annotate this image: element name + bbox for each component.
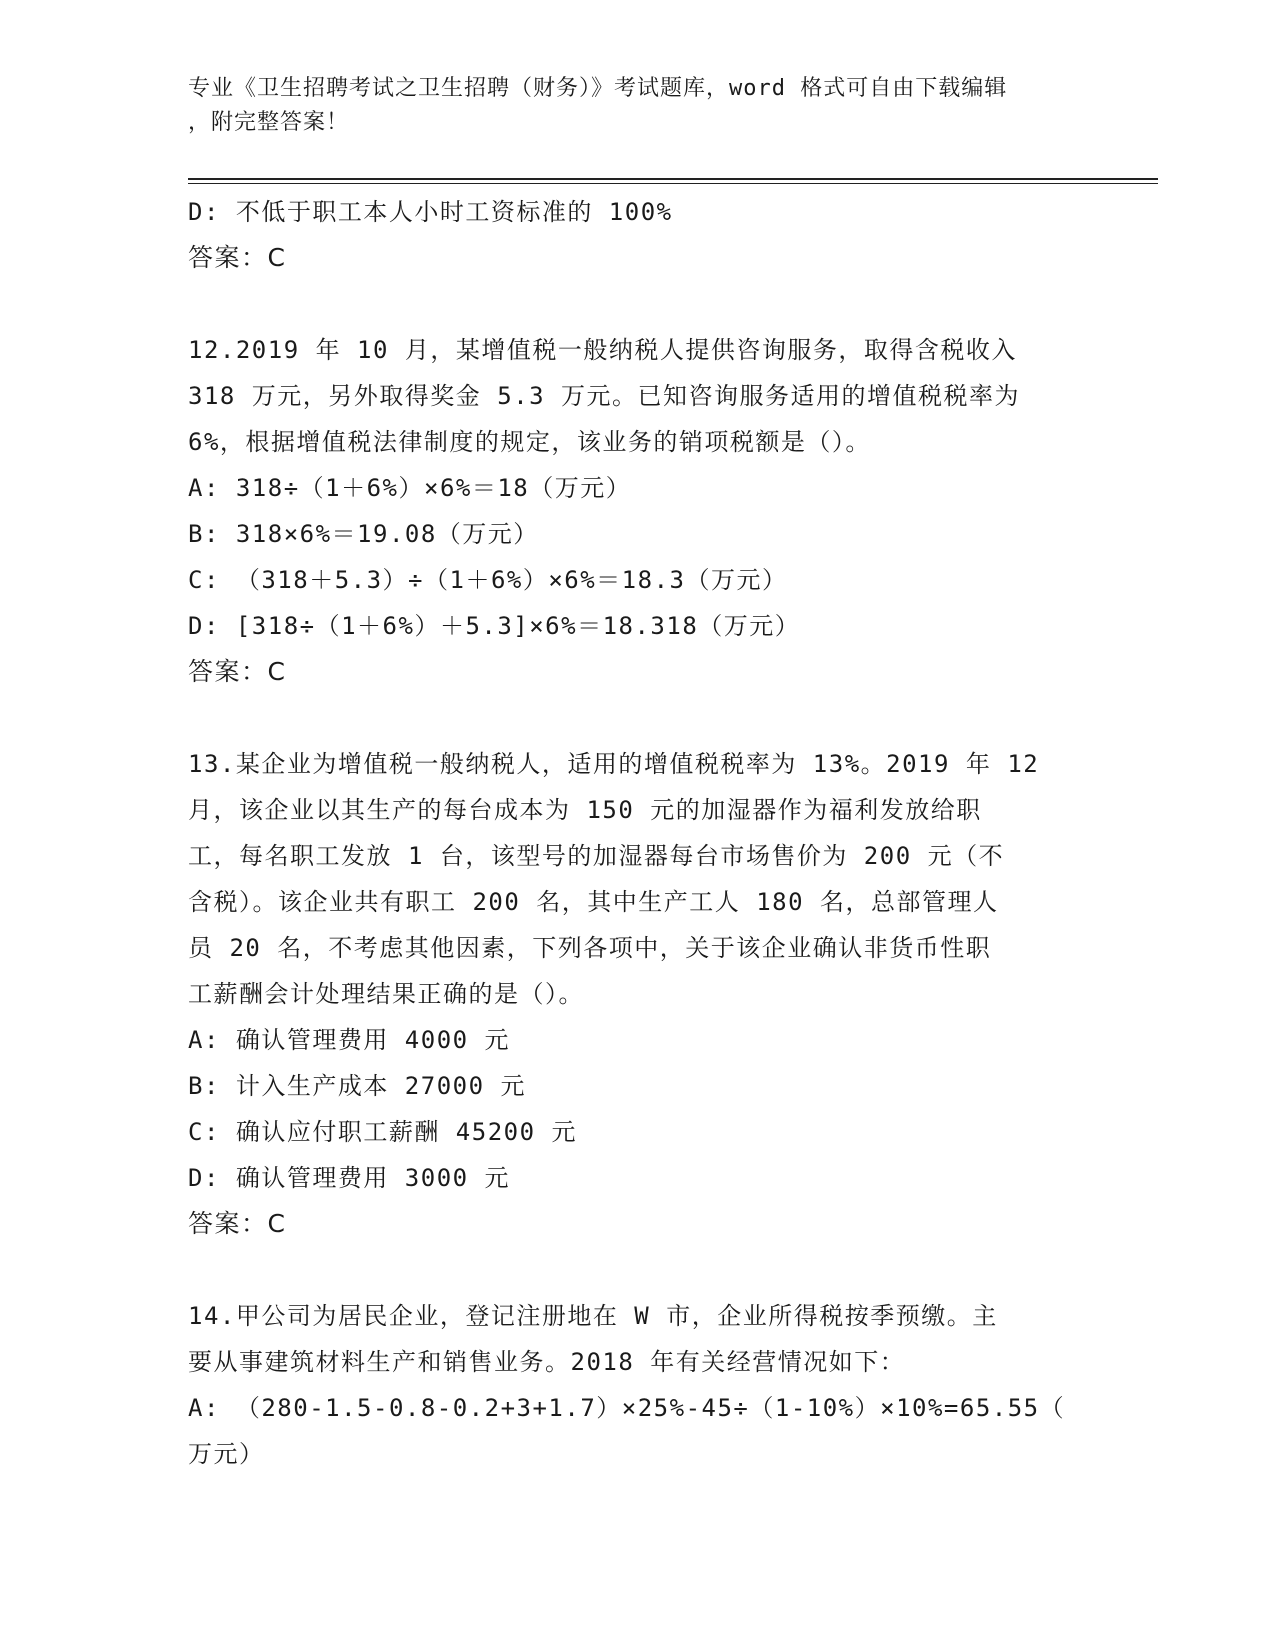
question-stem-line: 含税）。该企业共有职工 200 名，其中生产工人 180 名，总部管理人: [188, 888, 999, 916]
question-stem-line: 要从事建筑材料生产和销售业务。2018 年有关经营情况如下：: [188, 1348, 906, 1376]
spacer: [188, 1247, 1088, 1293]
question-14: [188, 1293, 1088, 1477]
option-a: A: 318÷（1＋6%）×6%＝18（万元）: [188, 474, 632, 502]
option-d: D: [318÷（1＋6%）＋5.3]×6%＝18.318（万元）: [188, 612, 801, 640]
answer: 答案：C: [188, 1209, 287, 1238]
spacer: [188, 281, 1088, 327]
question-stem-line: 318 万元，另外取得奖金 5.3 万元。已知咨询服务适用的增值税税率为: [188, 382, 1021, 410]
question-12: [188, 327, 1088, 695]
option-a: A: （280-1.5-0.8-0.2+3+1.7）×25%-45÷（1-10%）×10%=65.55（: [188, 1394, 1066, 1422]
option-c: C: （318＋5.3）÷（1＋6%）×6%＝18.3（万元）: [188, 566, 788, 594]
answer: 答案：C: [188, 243, 287, 272]
option-d: D: 不低于职工本人小时工资标准的 100%: [188, 198, 673, 226]
header-divider-thick: [188, 178, 1158, 180]
answer: 答案：C: [188, 657, 287, 686]
question-stem-line: 14.甲公司为居民企业，登记注册地在 W 市，企业所得税按季预缴。主: [188, 1302, 998, 1330]
document-body: [188, 189, 1088, 1477]
question-stem-line: 工，每名职工发放 1 台，该型号的加湿器每台市场售价为 200 元（不: [188, 842, 1005, 870]
header-divider-thin: [188, 183, 1158, 184]
question-stem-line: 工薪酬会计处理结果正确的是（）。: [188, 980, 584, 1008]
question-stem-line: 12.2019 年 10 月，某增值税一般纳税人提供咨询服务，取得含税收入: [188, 336, 1017, 364]
option-c: C: 确认应付职工薪酬 45200 元: [188, 1118, 577, 1146]
option-d: D: 确认管理费用 3000 元: [188, 1164, 511, 1192]
question-stem-line: 13.某企业为增值税一般纳税人，适用的增值税税率为 13%。2019 年 12: [188, 750, 1040, 778]
header-line-2: ，附完整答案！: [188, 110, 350, 135]
document-header: [188, 72, 1088, 140]
option-b: B: 计入生产成本 27000 元: [188, 1072, 526, 1100]
option-a-continued: 万元）: [188, 1440, 265, 1468]
header-line-1: 专业《卫生招聘考试之卫生招聘（财务）》考试题库，word 格式可自由下载编辑: [188, 76, 1008, 101]
spacer: [188, 695, 1088, 741]
question-13: [188, 741, 1088, 1247]
question-stem-line: 月，该企业以其生产的每台成本为 150 元的加湿器作为福利发放给职: [188, 796, 982, 824]
option-a: A: 确认管理费用 4000 元: [188, 1026, 511, 1054]
question-stem-line: 6%，根据增值税法律制度的规定，该业务的销项税额是（）。: [188, 428, 871, 456]
question-stem-line: 员 20 名，不考虑其他因素，下列各项中，关于该企业确认非货币性职: [188, 934, 992, 962]
option-b: B: 318×6%＝19.08（万元）: [188, 520, 539, 548]
